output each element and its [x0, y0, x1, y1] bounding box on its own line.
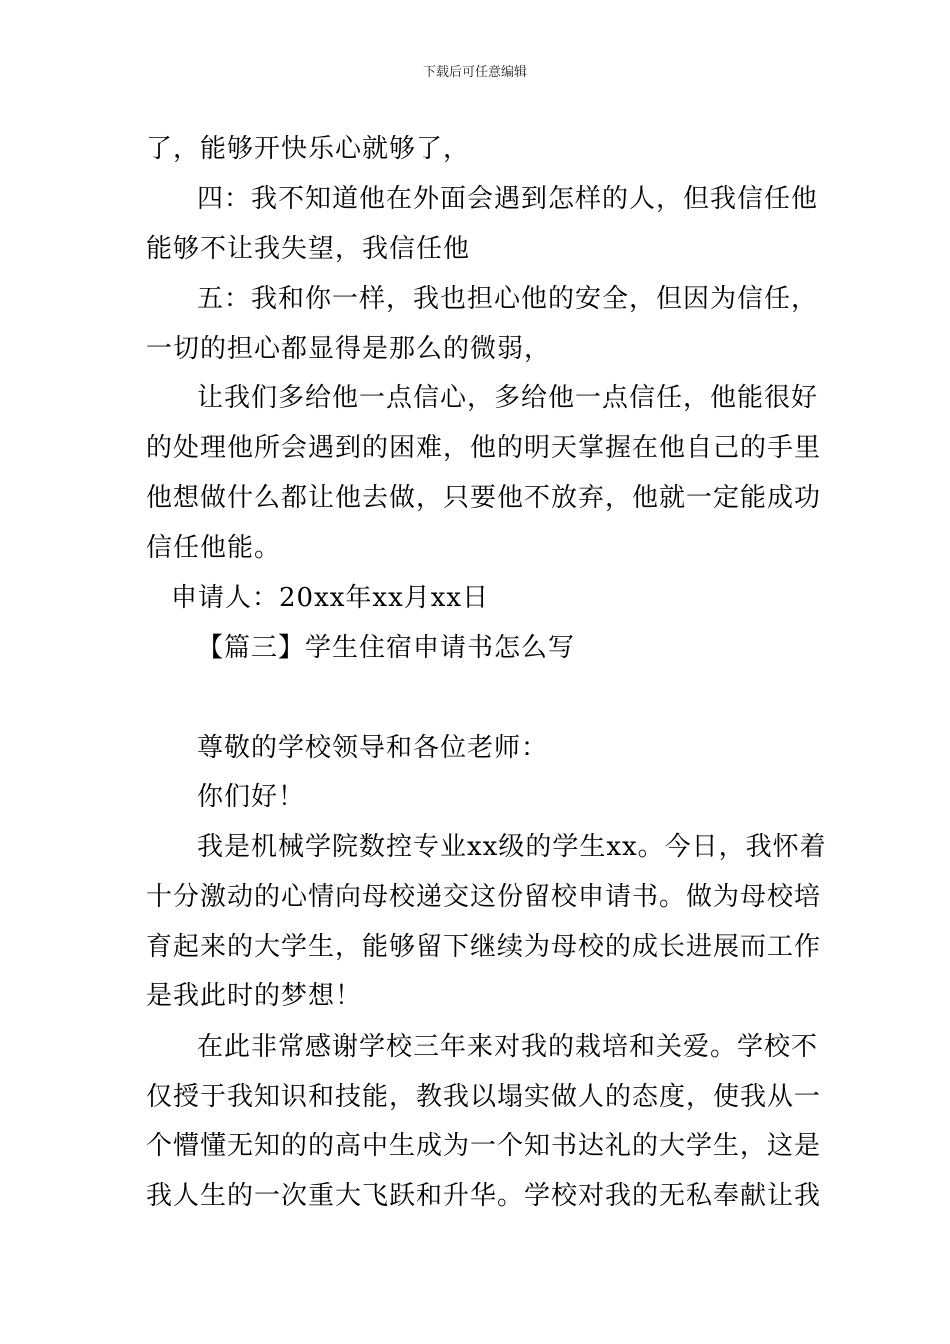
text-line: 我人生的一次重大飞跃和升华。学校对我的无私奉献让我 — [146, 1181, 822, 1211]
salutation: 尊敬的学校领导和各位老师： — [197, 733, 549, 763]
text-line: 让我们多给他一点信心，多给他一点信任，他能很好 — [197, 383, 819, 413]
text-line: 我是机械学院数控专业xx级的学生xx。今日，我怀着 — [197, 832, 827, 862]
text-line: 的处理他所会遇到的困难，他的明天掌握在他自己的手里 — [146, 433, 822, 463]
text-line: 五：我和你一样，我也担心他的安全，但因为信任， — [197, 284, 819, 314]
text-line: 四：我不知道他在外面会遇到怎样的人，但我信任他 — [197, 184, 819, 214]
text-line: 了，能够开快乐心就够了， — [146, 134, 471, 164]
text-line: 一切的担心都显得是那么的微弱， — [146, 334, 552, 364]
text-line: 在此非常感谢学校三年来对我的栽培和关爱。学校不 — [197, 1032, 819, 1062]
text-line: 能够不让我失望，我信任他 — [146, 234, 471, 264]
text-line: 信任他能。 — [146, 533, 282, 563]
text-line: 仅授于我知识和技能，教我以塌实做人的态度，使我从一 — [146, 1082, 822, 1112]
section-heading: 【篇三】学生住宿申请书怎么写 — [197, 633, 576, 663]
text-line: 十分激动的心情向母校递交这份留校申请书。做为母校培 — [146, 882, 822, 912]
text-line: 个懵懂无知的的高中生成为一个知书达礼的大学生，这是 — [146, 1131, 822, 1161]
page-header: 下载后可任意编辑 — [422, 65, 527, 80]
text-line: 他想做什么都让他去做，只要他不放弃，他就一定能成功 — [146, 483, 822, 513]
text-line: 是我此时的梦想！ — [146, 981, 363, 1011]
applicant-date-line: 申请人：20xx年xx月xx日 — [171, 583, 490, 613]
text-line: 育起来的大学生，能够留下继续为母校的成长进展而工作 — [146, 932, 822, 962]
greeting: 你们好！ — [197, 782, 306, 812]
